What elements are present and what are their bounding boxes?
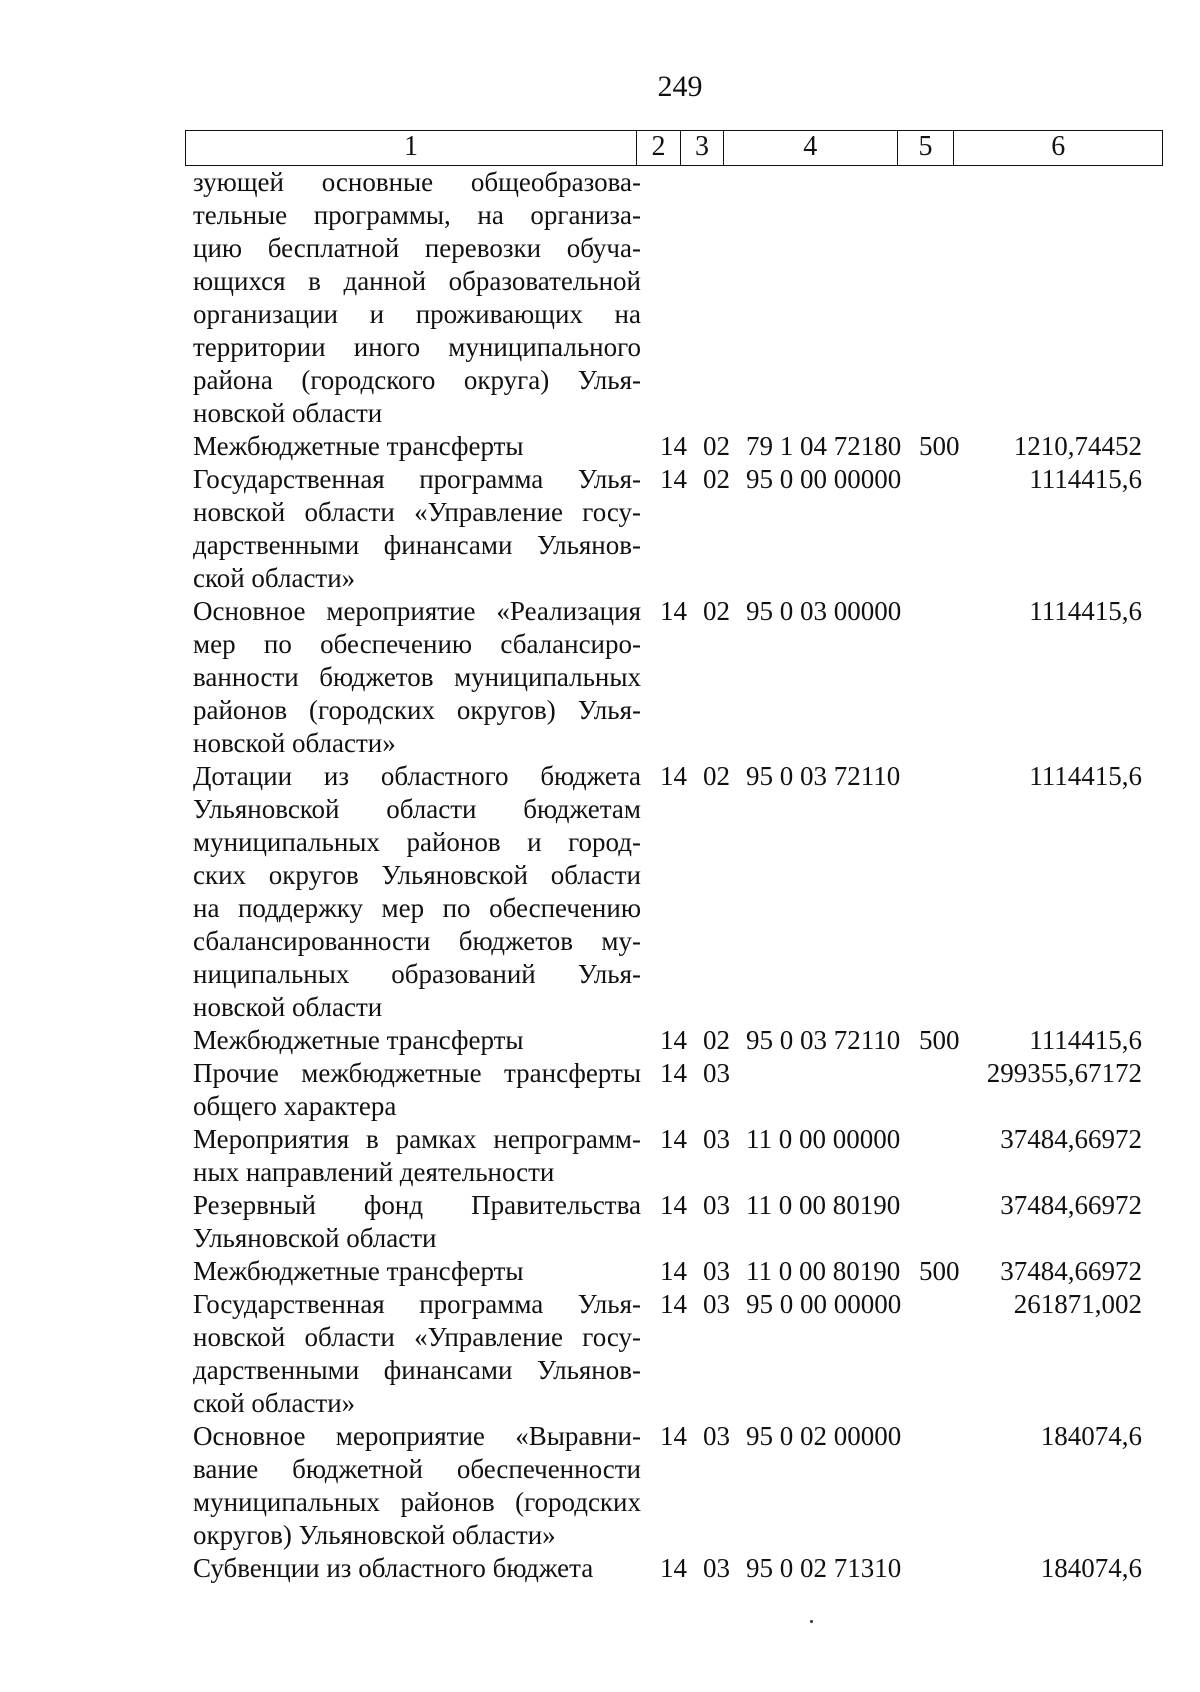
description-line: новской области «Управление госу- — [193, 497, 641, 527]
subsection-code: 02 — [703, 464, 730, 494]
description-line: организации и проживающих на — [193, 299, 641, 329]
description-line: ющихся в данной образовательной — [193, 266, 641, 296]
description-line: новской области — [193, 398, 383, 428]
amount: 1210,74452 — [1013, 431, 1142, 461]
amount: 1114415,6 — [1029, 596, 1142, 626]
amount: 261871,002 — [1013, 1289, 1142, 1319]
description-line: новской области» — [193, 728, 396, 758]
description-line: района (городского округа) Улья- — [193, 365, 641, 395]
scan-speck — [810, 1620, 813, 1623]
section-code: 14 — [660, 1025, 687, 1055]
description-line: Межбюджетные трансферты — [193, 1256, 524, 1286]
description-line: новской области «Управление госу- — [193, 1322, 641, 1352]
description-line: муниципальных районов и город- — [193, 827, 641, 857]
table-row — [0, 1057, 1200, 1123]
header-col-4: 4 — [724, 131, 898, 165]
target-code: 95 0 03 72110 — [746, 761, 901, 791]
amount: 299355,67172 — [986, 1058, 1142, 1088]
table-row — [0, 1552, 1200, 1585]
target-code: 95 0 02 71310 — [746, 1553, 902, 1583]
subsection-code: 02 — [703, 1025, 730, 1055]
target-code: 11 0 00 80190 — [746, 1256, 901, 1286]
table-row — [0, 1123, 1200, 1189]
description-line: тельные программы, на организа- — [193, 200, 641, 230]
expense-type-code: 500 — [919, 1256, 960, 1286]
description-line: новской области — [193, 992, 383, 1022]
header-col-5: 5 — [898, 131, 955, 165]
subsection-code: 03 — [703, 1421, 730, 1451]
table-row — [0, 1420, 1200, 1552]
table-header — [185, 130, 1163, 166]
table-body — [0, 166, 1200, 1585]
row-description — [193, 166, 641, 430]
subsection-code: 02 — [703, 596, 730, 626]
table-row — [0, 166, 1200, 430]
description-line: округов) Ульяновской области» — [193, 1520, 556, 1550]
target-code: 95 0 03 72110 — [746, 1025, 901, 1055]
table-row — [0, 430, 1200, 463]
table-row — [0, 463, 1200, 595]
description-line: Прочие межбюджетные трансферты — [193, 1058, 641, 1088]
amount: 37484,66972 — [1000, 1190, 1142, 1220]
section-code: 14 — [660, 464, 687, 494]
description-line: Дотации из областного бюджета — [193, 761, 641, 791]
row-description — [193, 1255, 641, 1288]
header-col-6: 6 — [1051, 131, 1066, 162]
description-line: общего характера — [193, 1091, 397, 1121]
row-description — [193, 1552, 641, 1585]
description-line: Мероприятия в рамках непрограмм- — [193, 1124, 641, 1154]
section-code: 14 — [660, 1190, 687, 1220]
expense-type-code: 500 — [919, 1025, 960, 1055]
row-description — [193, 1288, 641, 1420]
description-line: вание бюджетной обеспеченности — [193, 1454, 641, 1484]
target-code: 79 1 04 72180 — [746, 431, 902, 461]
subsection-code: 02 — [703, 431, 730, 461]
subsection-code: 03 — [703, 1256, 730, 1286]
description-line: районов (городских округов) Улья- — [193, 695, 641, 725]
description-line: ных направлений деятельности — [193, 1157, 555, 1187]
page-number: 249 — [657, 70, 703, 103]
target-code: 95 0 03 00000 — [746, 596, 902, 626]
description-line: Ульяновской области — [193, 1223, 437, 1253]
table-row — [0, 1255, 1200, 1288]
table-row — [0, 1288, 1200, 1420]
row-description — [193, 1189, 641, 1255]
target-code: 11 0 00 00000 — [746, 1124, 901, 1154]
description-line: Резервный фонд Правительства — [193, 1190, 641, 1220]
subsection-code: 03 — [703, 1124, 730, 1154]
section-code: 14 — [660, 596, 687, 626]
header-col-3: 3 — [681, 131, 724, 165]
section-code: 14 — [660, 1124, 687, 1154]
amount: 1114415,6 — [1029, 761, 1142, 791]
description-line: Ульяновской области бюджетам — [193, 794, 641, 824]
amount: 184074,6 — [1040, 1553, 1142, 1583]
expense-type-code: 500 — [919, 431, 960, 461]
description-line: зующей основные общеобразова- — [193, 167, 641, 197]
description-line: мер по обеспечению сбалансиро- — [193, 629, 641, 659]
description-line: ниципальных образований Улья- — [193, 959, 641, 989]
description-line: дарственными финансами Ульянов- — [193, 530, 641, 560]
amount: 37484,66972 — [1000, 1124, 1142, 1154]
amount: 37484,66972 — [1000, 1256, 1142, 1286]
description-line: сбалансированности бюджетов му- — [193, 926, 641, 956]
description-line: Межбюджетные трансферты — [193, 1025, 524, 1055]
row-description — [193, 1420, 641, 1552]
description-line: муниципальных районов (городских — [193, 1487, 641, 1517]
target-code: 95 0 02 00000 — [746, 1421, 902, 1451]
row-description — [193, 430, 641, 463]
description-line: ванности бюджетов муниципальных — [193, 662, 641, 692]
subsection-code: 03 — [703, 1553, 730, 1583]
row-description — [193, 1123, 641, 1189]
description-line: Государственная программа Улья- — [193, 1289, 641, 1319]
section-code: 14 — [660, 431, 687, 461]
section-code: 14 — [660, 1058, 687, 1088]
table-row — [0, 595, 1200, 760]
row-description — [193, 595, 641, 760]
table-row — [0, 1024, 1200, 1057]
description-line: Основное мероприятие «Выравни- — [193, 1421, 641, 1451]
description-line: Субвенции из областного бюджета — [193, 1553, 594, 1583]
target-code: 11 0 00 80190 — [746, 1190, 901, 1220]
subsection-code: 03 — [703, 1289, 730, 1319]
row-description — [193, 1024, 641, 1057]
section-code: 14 — [660, 761, 687, 791]
target-code: 95 0 00 00000 — [746, 464, 902, 494]
description-line: ской области» — [193, 563, 356, 593]
description-line: ских округов Ульяновской области — [193, 860, 641, 890]
description-line: Межбюджетные трансферты — [193, 431, 524, 461]
row-description — [193, 463, 641, 595]
section-code: 14 — [660, 1256, 687, 1286]
amount: 1114415,6 — [1029, 464, 1142, 494]
description-line: дарственными финансами Ульянов- — [193, 1355, 641, 1385]
section-code: 14 — [660, 1553, 687, 1583]
description-line: цию бесплатной перевозки обуча- — [193, 233, 641, 263]
subsection-code: 03 — [703, 1058, 730, 1088]
header-col-1: 1 — [186, 131, 637, 165]
row-description — [193, 1057, 641, 1123]
table-row — [0, 1189, 1200, 1255]
subsection-code: 03 — [703, 1190, 730, 1220]
description-line: Основное мероприятие «Реализация — [193, 596, 641, 626]
section-code: 14 — [660, 1289, 687, 1319]
section-code: 14 — [660, 1421, 687, 1451]
row-description — [193, 760, 641, 1024]
description-line: Государственная программа Улья- — [193, 464, 641, 494]
target-code: 95 0 00 00000 — [746, 1289, 902, 1319]
header-col-2: 2 — [637, 131, 681, 165]
table-row — [0, 760, 1200, 1024]
description-line: территории иного муниципального — [193, 332, 641, 362]
amount: 184074,6 — [1040, 1421, 1142, 1451]
description-line: на поддержку мер по обеспечению — [193, 893, 641, 923]
amount: 1114415,6 — [1029, 1025, 1142, 1055]
subsection-code: 02 — [703, 761, 730, 791]
description-line: ской области» — [193, 1388, 356, 1418]
